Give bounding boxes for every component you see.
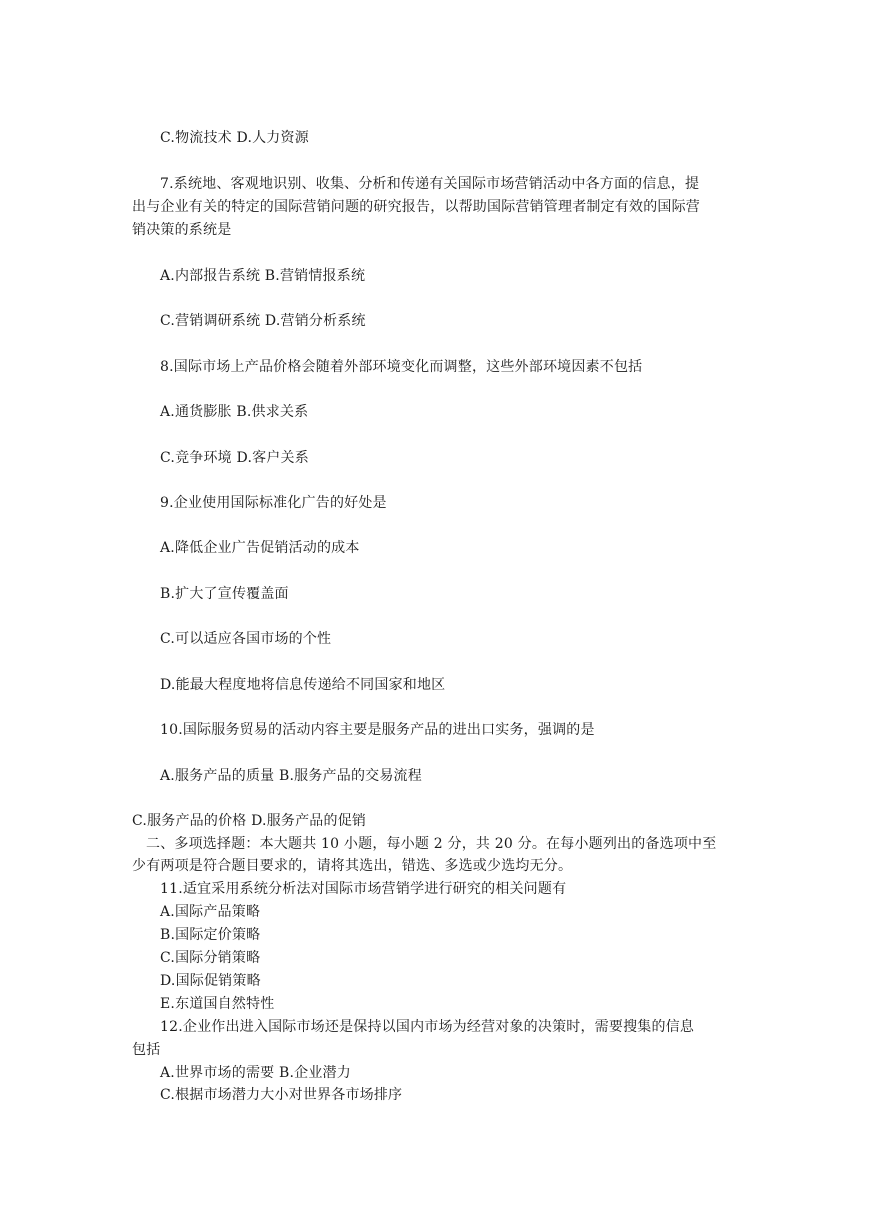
option-line-q7-ab: A.内部报告系统 B.营销情报系统 bbox=[160, 268, 366, 284]
question-12-line-2: 包括 bbox=[132, 1042, 161, 1058]
option-q9-c: C.可以适应各国市场的个性 bbox=[160, 631, 332, 647]
section-2-heading-line-2: 少有两项是符合题目要求的，请将其选出，错选、多选或少选均无分。 bbox=[132, 858, 573, 874]
option-line-q8-cd: C.竞争环境 D.客户关系 bbox=[160, 450, 309, 466]
option-line-q12-ab: A.世界市场的需要 B.企业潜力 bbox=[160, 1065, 351, 1081]
question-10: 10.国际服务贸易的活动内容主要是服务产品的进出口实务，强调的是 bbox=[160, 722, 595, 738]
option-q9-b: B.扩大了宣传覆盖面 bbox=[160, 586, 289, 602]
question-12-line-1: 12.企业作出进入国际市场还是保持以国内市场为经营对象的决策时，需要搜集的信息 bbox=[160, 1019, 695, 1035]
option-q11-e: E.东道国自然特性 bbox=[160, 996, 275, 1012]
option-q9-d: D.能最大程度地将信息传递给不同国家和地区 bbox=[160, 677, 446, 693]
section-2-heading-line-1: 二、多项选择题：本大题共 10 小题，每小题 2 分，共 20 分。在每小题列出的备选项中至 bbox=[146, 836, 717, 852]
option-line-q7-cd: C.营销调研系统 D.营销分析系统 bbox=[160, 313, 366, 329]
option-line-q8-ab: A.通货膨胀 B.供求关系 bbox=[160, 404, 309, 420]
option-q11-d: D.国际促销策略 bbox=[160, 973, 261, 989]
question-7-line-2: 出与企业有关的特定的国际营销问题的研究报告，以帮助国际营销管理者制定有效的国际营 bbox=[132, 199, 700, 215]
option-line-q6-cd: C.物流技术 D.人力资源 bbox=[160, 130, 309, 146]
option-q11-a: A.国际产品策略 bbox=[160, 904, 261, 920]
option-q11-b: B.国际定价策略 bbox=[160, 927, 261, 943]
question-9: 9.企业使用国际标准化广告的好处是 bbox=[160, 495, 387, 511]
question-7-line-1: 7.系统地、客观地识别、收集、分析和传递有关国际市场营销活动中各方面的信息，提 bbox=[160, 176, 700, 192]
option-q12-c: C.根据市场潜力大小对世界各市场排序 bbox=[160, 1087, 403, 1103]
question-7-line-3: 销决策的系统是 bbox=[132, 222, 232, 238]
option-q9-a: A.降低企业广告促销活动的成本 bbox=[160, 540, 360, 556]
option-q11-c: C.国际分销策略 bbox=[160, 950, 261, 966]
question-11: 11.适宜采用系统分析法对国际市场营销学进行研究的相关问题有 bbox=[160, 881, 567, 897]
option-line-q10-ab: A.服务产品的质量 B.服务产品的交易流程 bbox=[160, 768, 422, 784]
question-8: 8.国际市场上产品价格会随着外部环境变化而调整，这些外部环境因素不包括 bbox=[160, 359, 643, 375]
option-line-q10-cd: C.服务产品的价格 D.服务产品的促销 bbox=[132, 813, 367, 829]
